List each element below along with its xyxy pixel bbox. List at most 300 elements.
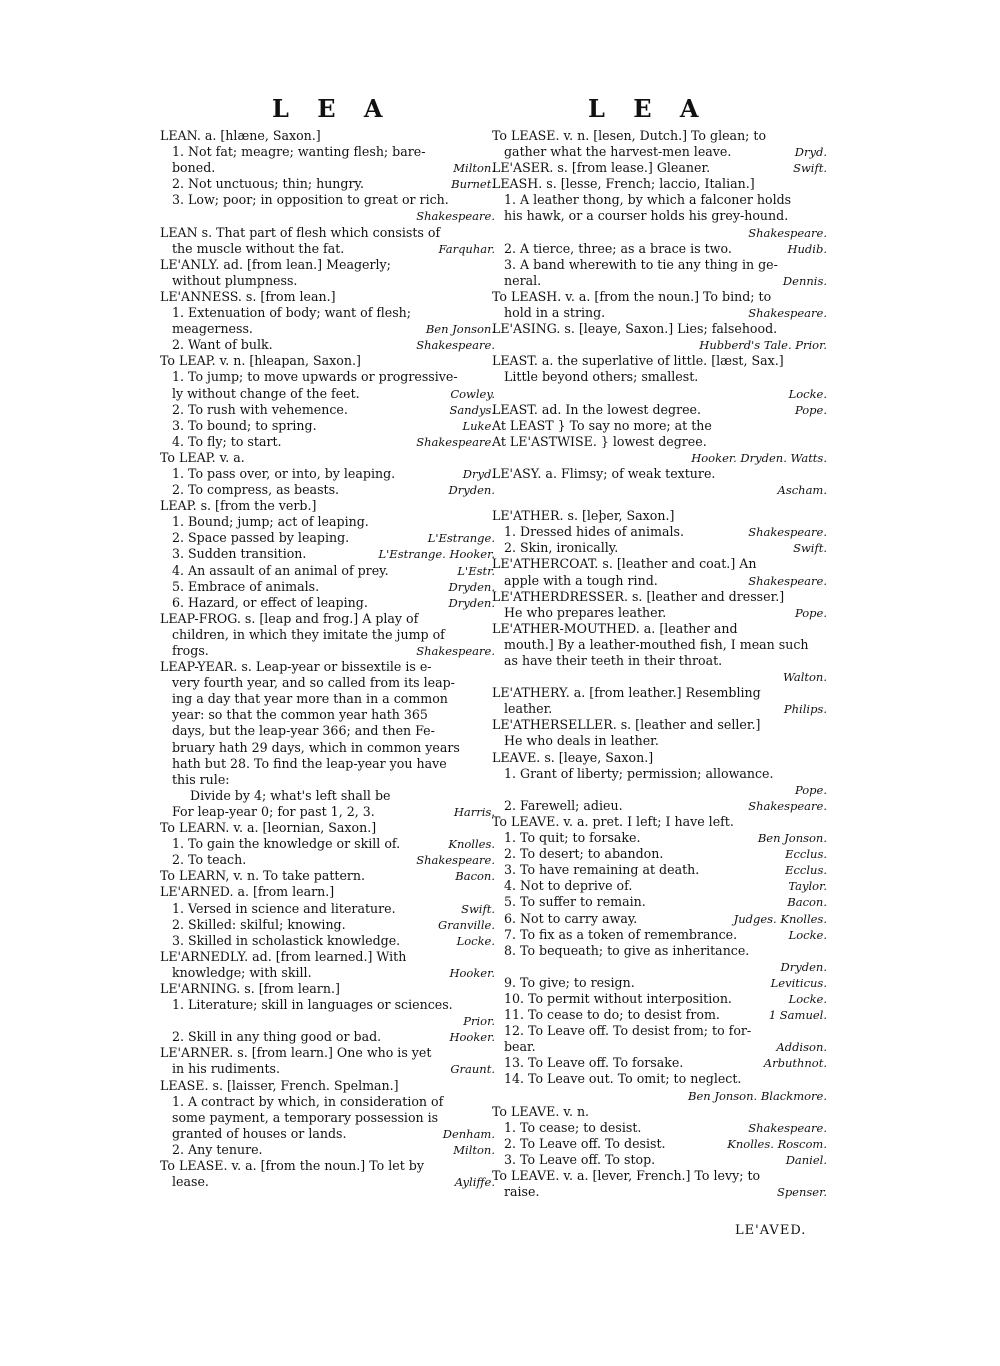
entry-authority: Denham. xyxy=(439,1126,495,1142)
entry-text: At LE'ASTWISE. } lowest degree. xyxy=(492,433,707,449)
entry-authority: Ben Jonson. xyxy=(754,830,827,846)
entry-authority: Ecclus. xyxy=(781,846,827,862)
entry-text: hath but 28. To find the leap-year you have xyxy=(172,755,447,771)
entry-line xyxy=(492,1136,827,1152)
entry-text: 13. To Leave off. To forsake. xyxy=(504,1055,684,1071)
entry-text: 1. Dressed hides of animals. xyxy=(504,524,684,540)
entry-text: 2. Any tenure. xyxy=(172,1141,263,1157)
entry-text: 3. To Leave off. To stop. xyxy=(504,1151,656,1167)
entry-line xyxy=(160,450,495,466)
entry-authority: L'Estrange. xyxy=(424,530,495,546)
entry-text: 2. To teach. xyxy=(172,852,247,868)
entry-text: LE'ATHERSELLER. s. [leather and seller.] xyxy=(492,717,761,733)
entry-line xyxy=(160,884,495,900)
entry-authority: Arbuthnot. xyxy=(760,1055,827,1071)
entry-authority: Shakespeare. xyxy=(744,573,827,589)
entry-authority: Dryd. xyxy=(791,144,827,160)
entry-line xyxy=(160,852,495,868)
entry-text: 1. Extenuation of body; want of flesh; xyxy=(172,305,412,321)
entry-line xyxy=(492,1168,827,1184)
entry-line xyxy=(160,128,495,144)
entry-text: Little beyond others; smallest. xyxy=(504,369,699,385)
entry-line xyxy=(160,949,495,965)
entry-text: 1. Grant of liberty; permission; allowance. xyxy=(504,765,774,781)
entry-authority: Judges. Knolles. xyxy=(730,911,827,927)
entry-text: 3. Sudden transition. xyxy=(172,546,307,562)
entry-text: 6. Hazard, or effect of leaping. xyxy=(172,594,368,610)
entry-line xyxy=(160,1029,495,1045)
entry-line xyxy=(492,1055,827,1071)
entry-line xyxy=(492,1184,827,1200)
entry-authority: Shakespeare. xyxy=(412,434,495,450)
entry-line xyxy=(160,402,495,418)
entry-text: 1. To gain the knowledge or skill of. xyxy=(172,836,401,852)
entry-authority: Daniel. xyxy=(782,1152,827,1168)
entry-text: LE'ATHER-MOUTHED. a. [leather and xyxy=(492,620,738,636)
entry-authority: Hubberd's Tale. Prior. xyxy=(695,337,827,353)
entry-text: 1. Bound; jump; act of leaping. xyxy=(172,514,369,530)
entry-line xyxy=(160,868,495,884)
entry-line xyxy=(492,1120,827,1136)
entry-authority: Knolles. xyxy=(444,836,495,852)
entry-line xyxy=(492,241,827,257)
entry-text: 2. Not unctuous; thin; hungry. xyxy=(172,176,364,192)
entry-text: 3. Low; poor; in opposition to great or rich. xyxy=(172,192,449,208)
entry-authority: Swift. xyxy=(789,540,827,556)
entry-line xyxy=(160,1142,495,1158)
running-head-right: L E A xyxy=(588,94,709,123)
entry-authority: Bacon. xyxy=(451,868,495,884)
entry-text: 3. Skilled in scholastick knowledge. xyxy=(172,932,401,948)
entry-text: He who prepares leather. xyxy=(504,604,667,620)
entry-line xyxy=(492,669,827,685)
entry-authority: Farquhar. xyxy=(435,241,495,257)
entry-text: LE'ANLY. ad. [from lean.] Meagerly; xyxy=(160,256,391,272)
entry-text: 10. To permit without interposition. xyxy=(504,990,732,1006)
entry-text: apple with a tough rind. xyxy=(504,572,658,588)
entry-authority: Locke. xyxy=(453,933,495,949)
entry-line xyxy=(492,144,827,160)
entry-text: 8. To bequeath; to give as inheritance. xyxy=(504,942,750,958)
entry-text: 2. To desert; to abandon. xyxy=(504,846,664,862)
entry-authority: Milton. xyxy=(449,1142,495,1158)
entry-line xyxy=(160,386,495,402)
entry-text: 5. To suffer to remain. xyxy=(504,894,646,910)
entry-line xyxy=(492,402,827,418)
entry-text: without plumpness. xyxy=(172,272,298,288)
entry-text: To LEAP. v. n. [hleapan, Saxon.] xyxy=(160,353,361,369)
entry-line xyxy=(492,418,827,434)
entry-authority: Granville. xyxy=(434,917,495,933)
entry-line xyxy=(492,524,827,540)
entry-text: days, but the leap-year 366; and then Fe- xyxy=(172,723,435,739)
entry-line xyxy=(160,1094,495,1110)
entry-line xyxy=(160,160,495,176)
entry-authority: Walton. xyxy=(779,669,827,685)
entry-line xyxy=(492,337,827,353)
entry-line xyxy=(160,273,495,289)
entry-line xyxy=(160,466,495,482)
entry-line xyxy=(160,836,495,852)
entry-text: granted of houses or lands. xyxy=(172,1125,347,1141)
entry-line xyxy=(160,144,495,160)
entry-text: He who deals in leather. xyxy=(504,733,659,749)
entry-authority: Dryden. xyxy=(445,482,495,498)
entry-text: To LEASE. v. n. [lesen, Dutch.] To glean; to xyxy=(492,128,767,143)
entry-authority: Cowley. xyxy=(446,386,495,402)
entry-authority: Luke. xyxy=(459,418,495,434)
entry-text: very fourth year, and so called from its leap- xyxy=(172,675,455,691)
entry-line xyxy=(492,466,827,482)
entry-line xyxy=(160,418,495,434)
entry-text: 4. To fly; to start. xyxy=(172,433,282,449)
entry-line xyxy=(160,241,495,257)
left-column xyxy=(160,128,495,1190)
entry-text: LE'ATHERCOAT. s. [leather and coat.] An xyxy=(492,556,757,572)
entry-text: To LEASE. v. a. [from the noun.] To let by xyxy=(160,1158,424,1173)
entry-authority: Milton. xyxy=(449,160,495,176)
entry-text: his hawk, or a courser holds his grey-hound. xyxy=(504,208,789,224)
entry-line xyxy=(160,820,495,836)
entry-authority: Ascham. xyxy=(774,482,827,498)
entry-line xyxy=(492,605,827,621)
entry-authority: Shakespeare. xyxy=(744,1120,827,1136)
entry-line xyxy=(160,1061,495,1077)
entry-text: neral. xyxy=(504,272,542,288)
entry-authority: Shakespeare. xyxy=(744,798,827,814)
entry-authority: Philips. xyxy=(780,701,827,717)
entry-line xyxy=(160,1045,495,1061)
entry-line xyxy=(160,369,495,385)
entry-text: 4. An assault of an animal of prey. xyxy=(172,562,389,578)
entry-authority: Locke. xyxy=(785,991,827,1007)
entry-line xyxy=(492,927,827,943)
entry-line xyxy=(160,901,495,917)
entry-authority: 1 Samuel. xyxy=(765,1007,827,1023)
entry-text: LEASH. s. [lesse, French; laccio, Italian.] xyxy=(492,176,755,192)
entry-line xyxy=(160,514,495,530)
entry-line xyxy=(492,176,827,192)
entry-text: 2. Space passed by leaping. xyxy=(172,530,350,546)
entry-text: boned. xyxy=(172,160,216,176)
entry-text: 2. To compress, as beasts. xyxy=(172,482,340,498)
entry-line xyxy=(492,766,827,782)
entry-line xyxy=(492,1104,827,1120)
entry-line xyxy=(492,846,827,862)
entry-line xyxy=(492,733,827,749)
entry-line xyxy=(160,579,495,595)
entry-text: 9. To give; to resign. xyxy=(504,974,635,990)
entry-line xyxy=(160,563,495,579)
entry-line xyxy=(492,321,827,337)
entry-authority: Hooker. xyxy=(445,1029,495,1045)
entry-text: 1. To pass over, or into, by leaping. xyxy=(172,465,396,481)
entry-text: 1. To cease; to desist. xyxy=(504,1119,642,1135)
entry-text: To LEAP. v. a. xyxy=(160,449,245,465)
entry-authority: Hooker. Dryden. Watts. xyxy=(687,450,827,466)
entry-line xyxy=(492,621,827,637)
entry-line xyxy=(492,830,827,846)
entry-text: frogs. xyxy=(172,643,209,658)
entry-text: To LEAVE. v. a. [lever, French.] To levy; to xyxy=(492,1168,761,1183)
entry-line xyxy=(160,611,495,627)
entry-authority: Shakespeare. xyxy=(744,225,827,241)
entry-text: LE'ASING. s. [leaye, Saxon.] Lies; falsehood. xyxy=(492,321,778,337)
entry-line xyxy=(492,508,827,524)
entry-line xyxy=(160,321,495,337)
entry-text: year: so that the common year hath 365 xyxy=(172,707,428,723)
entry-line xyxy=(492,975,827,991)
entry-line xyxy=(492,637,827,653)
entry-line xyxy=(160,1110,495,1126)
entry-line xyxy=(492,369,827,385)
entry-line xyxy=(160,965,495,981)
entry-line xyxy=(492,814,827,830)
entry-authority: Pope. xyxy=(791,402,827,418)
entry-text: LE'ASER. s. [from lease.] Gleaner. xyxy=(492,160,711,176)
right-column xyxy=(492,128,827,1200)
entry-line xyxy=(160,691,495,707)
entry-authority: Hooker. xyxy=(445,965,495,981)
entry-line xyxy=(160,530,495,546)
entry-text: LE'ASY. a. Flimsy; of weak texture. xyxy=(492,465,716,481)
entry-line xyxy=(492,573,827,589)
entry-line xyxy=(160,1078,495,1094)
entry-text: LE'ATHER. s. [leþer, Saxon.] xyxy=(492,508,675,524)
entry-authority: Swift. xyxy=(789,160,827,176)
entry-authority: Ayliffe. xyxy=(451,1174,495,1190)
entry-text: 2. To rush with vehemence. xyxy=(172,401,348,417)
entry-line xyxy=(492,257,827,273)
entry-text: 1. Versed in science and literature. xyxy=(172,900,396,916)
entry-line xyxy=(492,273,827,289)
entry-text: mouth.] By a leather-mouthed fish, I mean such xyxy=(504,636,809,652)
entry-authority: Dryd. xyxy=(459,466,495,482)
entry-authority: Ben Jonson. xyxy=(422,321,495,337)
entry-line xyxy=(160,225,495,241)
catchword: LE'AVED. xyxy=(735,1223,807,1238)
entry-authority: Shakespeare. xyxy=(744,305,827,321)
entry-text: LEAVE. s. [leaye, Saxon.] xyxy=(492,749,654,765)
entry-authority: Graunt. xyxy=(446,1061,495,1077)
entry-line xyxy=(160,772,495,788)
entry-text: 5. Embrace of animals. xyxy=(172,578,320,594)
entry-line xyxy=(160,289,495,305)
entry-text: this rule: xyxy=(172,771,230,787)
entry-text: meagerness. xyxy=(172,321,253,337)
entry-authority: Locke. xyxy=(785,386,827,402)
entry-text: 2. Skin, ironically. xyxy=(504,540,619,556)
entry-text: 1. Literature; skill in languages or sciences. xyxy=(172,997,453,1013)
entry-line xyxy=(492,289,827,305)
entry-text: 2. A tierce, three; as a brace is two. xyxy=(504,240,732,256)
entry-text: some payment, a temporary possession is xyxy=(172,1109,439,1125)
entry-line xyxy=(160,498,495,514)
entry-authority: Dennis. xyxy=(779,273,827,289)
entry-line xyxy=(160,917,495,933)
entry-line xyxy=(492,225,827,241)
entry-line xyxy=(492,556,827,572)
entry-line xyxy=(160,756,495,772)
entry-authority: Pope. xyxy=(791,605,827,621)
entry-line xyxy=(160,208,495,224)
entry-text: ly without change of the feet. xyxy=(172,385,360,401)
entry-line xyxy=(160,305,495,321)
entry-line xyxy=(492,589,827,605)
entry-text: LEAP-YEAR. s. Leap-year or bissextile is e- xyxy=(160,659,432,675)
entry-line xyxy=(160,176,495,192)
entry-authority: Bacon. xyxy=(783,894,827,910)
entry-line xyxy=(160,659,495,675)
entry-line xyxy=(492,1152,827,1168)
entry-text: leather. xyxy=(504,701,553,717)
entry-line xyxy=(160,933,495,949)
entry-line xyxy=(160,997,495,1013)
entry-text: LE'ATHERDRESSER. s. [leather and dresser.] xyxy=(492,588,785,604)
entry-text: ing a day that year more than in a common xyxy=(172,691,448,707)
entry-text: hold in a string. xyxy=(504,305,606,321)
entry-line xyxy=(160,804,495,820)
entry-authority: Prior. xyxy=(459,1013,495,1029)
entry-text: 3. A band wherewith to tie any thing in ge- xyxy=(504,256,778,272)
entry-line xyxy=(160,643,495,659)
entry-authority: L'Estrange. Hooker. xyxy=(375,546,496,562)
entry-text: 4. Not to deprive of. xyxy=(504,878,633,894)
entry-line xyxy=(492,685,827,701)
entry-text: LE'ARNER. s. [from learn.] One who is yet xyxy=(160,1045,432,1061)
entry-authority: Shakespeare. xyxy=(412,852,495,868)
entry-authority: Shakespeare. xyxy=(412,643,495,659)
entry-line xyxy=(160,723,495,739)
entry-line xyxy=(492,991,827,1007)
entry-text: 3. To have remaining at death. xyxy=(504,862,700,878)
entry-authority: Burnet. xyxy=(447,176,495,192)
entry-line xyxy=(492,482,827,498)
entry-text: 2. To Leave off. To desist. xyxy=(504,1135,666,1151)
entry-text: bear. xyxy=(504,1039,536,1055)
entry-text: LEAST. ad. In the lowest degree. xyxy=(492,401,702,417)
entry-line xyxy=(160,1013,495,1029)
entry-line xyxy=(160,981,495,997)
entry-text: Divide by 4; what's left shall be xyxy=(190,787,391,803)
entry-text: LEAST. a. the superlative of little. [læst, Sax.] xyxy=(492,353,784,369)
entry-line xyxy=(492,1071,827,1087)
entry-line xyxy=(492,717,827,733)
entry-text: knowledge; with skill. xyxy=(172,964,312,980)
entry-text: LEAN. a. [hlæne, Saxon.] xyxy=(160,128,321,143)
entry-line xyxy=(492,353,827,369)
entry-text: LE'ARNED. a. [from learn.] xyxy=(160,884,335,900)
entry-line xyxy=(492,1039,827,1055)
entry-text: children, in which they imitate the jump of xyxy=(172,626,445,642)
entry-line xyxy=(160,434,495,450)
entry-text: 6. Not to carry away. xyxy=(504,910,638,926)
entry-text: 14. To Leave out. To omit; to neglect. xyxy=(504,1071,742,1087)
entry-text: For leap-year 0; for past 1, 2, 3. xyxy=(172,803,375,819)
entry-line xyxy=(492,862,827,878)
entry-text: 1. To quit; to forsake. xyxy=(504,830,641,846)
entry-text: LEASE. s. [laisser, French. Spelman.] xyxy=(160,1077,399,1093)
entry-text: 2. Farewell; adieu. xyxy=(504,797,623,813)
entry-text: LE'ATHERY. a. [from leather.] Resembling xyxy=(492,685,761,701)
entry-line xyxy=(492,160,827,176)
entry-line xyxy=(160,627,495,643)
entry-line xyxy=(492,653,827,669)
entry-text: LEAP. s. [from the verb.] xyxy=(160,498,317,514)
entry-line xyxy=(160,675,495,691)
entry-text: To LEASH. v. a. [from the noun.] To bind; to xyxy=(492,288,772,304)
entry-text: as have their teeth in their throat. xyxy=(504,653,723,668)
entry-text: 12. To Leave off. To desist from; to for- xyxy=(504,1023,752,1039)
entry-line xyxy=(492,1023,827,1039)
entry-line xyxy=(492,434,827,450)
entry-line xyxy=(492,943,827,959)
entry-text: in his rudiments. xyxy=(172,1061,281,1077)
entry-line xyxy=(492,782,827,798)
entry-line xyxy=(492,386,827,402)
entry-authority: Shakespeare. xyxy=(412,208,495,224)
entry-text: To LEAVE. v. a. pret. I left; I have left. xyxy=(492,813,734,829)
entry-authority: Ecclus. xyxy=(781,862,827,878)
entry-text: At LEAST } To say no more; at the xyxy=(492,417,712,433)
entry-text: 3. To bound; to spring. xyxy=(172,417,317,433)
entry-authority: Dryden. xyxy=(777,959,827,975)
entry-line xyxy=(492,798,827,814)
entry-line xyxy=(492,701,827,717)
entry-text: To LEARN, v. n. To take pattern. xyxy=(160,868,366,884)
entry-text: the muscle without the fat. xyxy=(172,240,345,256)
entry-text: LE'ARNEDLY. ad. [from learned.] With xyxy=(160,948,407,964)
entry-authority: Pope. xyxy=(791,782,827,798)
running-head-left: L E A xyxy=(272,94,393,123)
entry-line xyxy=(492,450,827,466)
entry-text: 7. To fix as a token of remembrance. xyxy=(504,926,738,942)
entry-line xyxy=(492,911,827,927)
entry-authority: Shakespeare. xyxy=(412,337,495,353)
entry-text: bruary hath 29 days, which in common years xyxy=(172,739,460,755)
entry-line xyxy=(492,1088,827,1104)
entry-line xyxy=(160,595,495,611)
entry-line xyxy=(160,482,495,498)
entry-authority: Locke. xyxy=(785,927,827,943)
entry-text: LE'ANNESS. s. [from lean.] xyxy=(160,288,336,304)
entry-authority: Addison. xyxy=(772,1039,827,1055)
entry-text: 1. A leather thong, by which a falconer holds xyxy=(504,192,792,208)
entry-line xyxy=(492,192,827,208)
entry-text: 2. Skill in any thing good or bad. xyxy=(172,1029,382,1045)
entry-line xyxy=(160,192,495,208)
entry-authority: Hudib. xyxy=(784,241,828,257)
entry-line xyxy=(492,208,827,224)
entry-authority: Leviticus. xyxy=(767,975,827,991)
entry-text: 1. To jump; to move upwards or progressive- xyxy=(172,369,458,385)
entry-line xyxy=(492,878,827,894)
entry-line xyxy=(492,959,827,975)
entry-authority: Dryden. xyxy=(445,595,495,611)
entry-text: raise. xyxy=(504,1184,540,1200)
entry-line xyxy=(160,1158,495,1174)
entry-line xyxy=(492,305,827,321)
entry-authority: Ben Jonson. Blackmore. xyxy=(684,1088,827,1104)
entry-line xyxy=(492,498,827,508)
entry-line xyxy=(492,1007,827,1023)
entry-authority: Taylor. xyxy=(784,878,827,894)
entry-authority: Shakespeare. xyxy=(744,524,827,540)
entry-text: 2. Want of bulk. xyxy=(172,337,273,353)
entry-authority: Knolles. Roscom. xyxy=(723,1136,827,1152)
entry-authority: L'Estr. xyxy=(453,563,495,579)
entry-text: LEAP-FROG. s. [leap and frog.] A play of xyxy=(160,610,419,626)
